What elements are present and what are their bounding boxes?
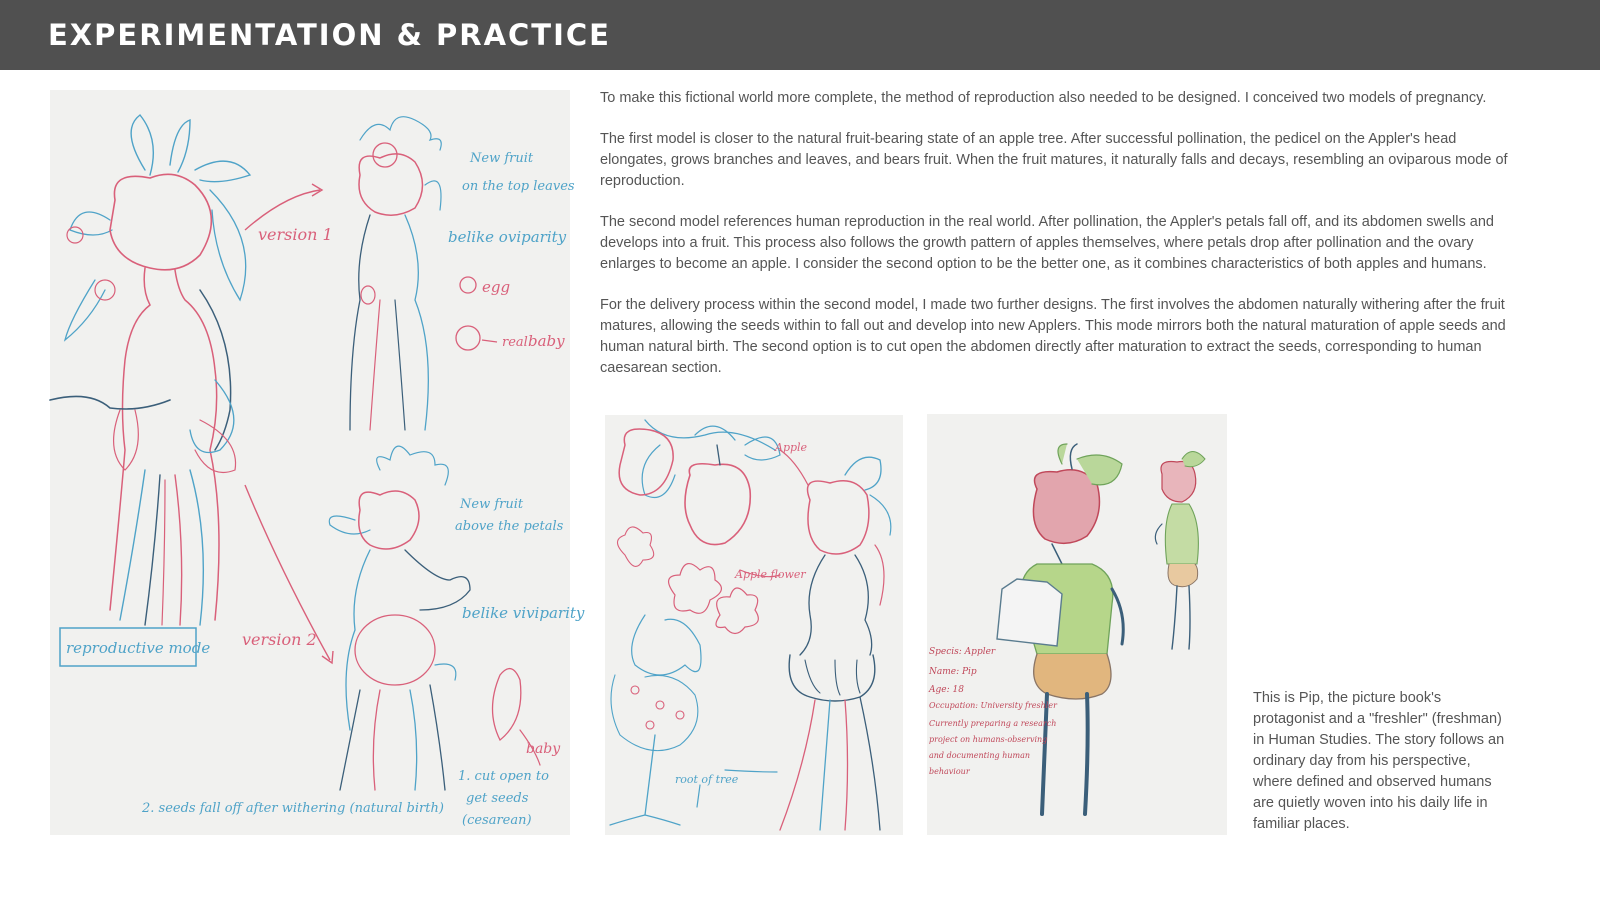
apple-flower-label: Apple flower <box>735 568 806 581</box>
pip-profile-line7: and documenting human <box>929 751 1031 760</box>
note2-line1: New fruit <box>460 497 524 512</box>
pip-profile-line1: Specis: Appler <box>929 647 996 657</box>
paragraph-delivery: For the delivery process within the second model, I made two further designs. The first involves the abdomen naturally withering after the fruit matures, allowing the seeds within to fall out and develop into new Applers. This mode mirrors both the natural maturation of apple seeds and human natural birth. The second option is to cut open the abdomen directly after maturation to extract the seeds, corresponding to human caesarean section. <box>600 297 1506 376</box>
pip-caption: This is Pip, the picture book's protagonist and a "freshler" (freshman) in Human Studies. The story follows an ordinary day from his perspective, where defined and observed humans are quietly woven into his daily life in familiar places. <box>1253 690 1505 832</box>
pip-character-sketch <box>927 414 1227 835</box>
reproductive-mode-drawing <box>50 90 585 835</box>
pip-profile-line5: Currently preparing a research <box>929 719 1057 728</box>
reproductive-mode-label: reproductive mode <box>66 639 211 657</box>
pip-character-drawing <box>927 414 1227 835</box>
note2-line2: above the petals <box>455 519 564 534</box>
root-label: root of tree <box>675 773 739 786</box>
egg-label: egg <box>482 278 511 296</box>
seeds-fall-label: 2. seeds fall off after withering (natural birth) <box>142 801 444 816</box>
paragraph-intro: To make this fictional world more complete, the method of reproduction also needed to be designed. I conceived two models of pregnancy. <box>600 90 1487 106</box>
pip-profile-line6: project on humans-observing <box>929 735 1048 744</box>
cut-line3: (cesarean) <box>462 813 532 828</box>
apple-flower-drawing <box>605 415 903 835</box>
apple-label: Apple <box>775 441 808 454</box>
page-title: EXPERIMENTATION & PRACTICE <box>48 18 611 52</box>
header-bar <box>0 0 1600 70</box>
oviparity-label: belike oviparity <box>448 228 567 246</box>
version2-label: version 2 <box>242 630 317 649</box>
pip-profile-line3: Age: 18 <box>929 685 964 695</box>
note1-line1: New fruit <box>470 151 534 166</box>
description-text <box>600 88 1515 399</box>
version1-label: version 1 <box>258 225 333 244</box>
cut-line2: get seeds <box>466 791 529 806</box>
baby-label: baby <box>528 332 565 350</box>
cut-line1: 1. cut open to <box>458 769 549 784</box>
apple-flower-sketch <box>605 415 903 835</box>
reproductive-mode-sketch <box>50 90 585 835</box>
note1-line2: on the top leaves <box>462 179 575 194</box>
pip-profile-line2: Name: Pip <box>929 667 977 677</box>
real-label: real <box>502 335 528 350</box>
paragraph-second-model: The second model references human reproduction in the real world. After pollination, the Appler's petals fall off, and its abdomen swells and develops into a fruit. This process also follows the growth pattern of apples themselves, where petals drop after pollination and the ovary enlarges to become an apple. I consider the second option to be the better one, as it combines characteristics of both apples and humans. <box>600 214 1494 272</box>
baby2-label: baby <box>526 741 561 757</box>
paragraph-first-model: The first model is closer to the natural fruit-bearing state of an apple tree. After successful pollination, the pedicel on the Appler's head elongates, grows branches and leaves, and bears fruit. When the fruit matures, it naturally falls and decays, resembling an oviparous mode of reproduction. <box>600 131 1508 189</box>
viviparity-label: belike viviparity <box>462 604 585 622</box>
pip-profile-line4: Occupation: University freshler <box>929 701 1057 710</box>
pip-profile-line8: behaviour <box>929 767 970 776</box>
